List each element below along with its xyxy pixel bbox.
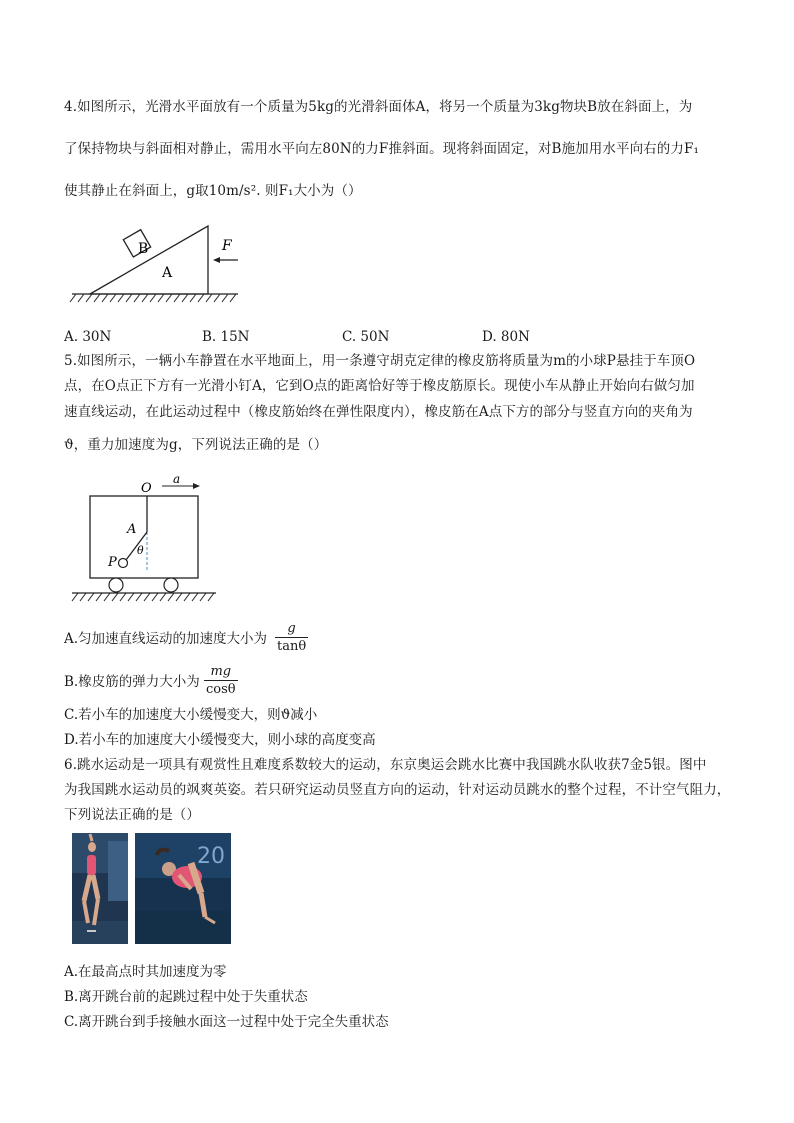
q6-line-2: 为我国跳水运动员的飒爽英姿。若只研究运动员竖直方向的运动，针对运动员跳水的整个过程，不计空气阻力， [64,782,731,798]
q4-label-f: F [222,238,232,254]
q5-option-b-denominator: cosθ [206,682,236,697]
fraction-bar [204,680,238,681]
q4-label-b: B [138,241,149,257]
q5-option-a-fraction [275,621,308,654]
q5-label-p: P [108,555,117,570]
q5-option-a-denominator: tanθ [277,639,307,654]
q5-option-b[interactable]: B.橡皮筋的弹力大小为 [64,674,200,690]
q6-line-1: 6.跳水运动是一项具有观赏性且难度系数较大的运动，东京奥运会跳水比赛中我国跳水队收获7金5银。图中 [64,757,707,773]
q4-incline-figure [70,224,240,306]
q6-line-3: 下列说法正确的是（） [64,807,200,823]
q4-line-1: 4.如图所示，光滑水平面放有一个质量为5kg的光滑斜面体A，将另一个质量为3kg物块B放在斜面上，为 [64,99,693,115]
q5-option-a[interactable]: A.匀加速直线运动的加速度大小为 [64,631,268,647]
q4-label-a: A [162,265,173,281]
q4-option-d[interactable]: D. 80N [482,329,530,345]
q5-label-acc: a [173,472,181,486]
q6-option-a[interactable]: A.在最高点时其加速度为零 [64,964,227,980]
q4-line-2: 了保持物块与斜面相对静止，需用水平向左80N的力F推斜面。现将斜面固定，对B施加用水平向右的力F₁ [64,141,699,157]
q5-line-4: ϑ，重力加速度为g，下列说法正确的是（） [64,437,328,453]
q6-option-b[interactable]: B.离开跳台前的起跳过程中处于失重状态 [64,989,308,1005]
q4-option-a[interactable]: A. 30N [64,329,112,345]
diver-photo-1 [72,833,128,944]
q5-cart-figure [70,474,220,606]
q4-option-c[interactable]: C. 50N [342,329,390,345]
q5-line-1: 5.如图所示，一辆小车静置在水平地面上，用一条遵守胡克定律的橡皮筋将质量为m的小球P悬挂于车顶O [64,353,696,369]
q5-option-b-fraction [204,664,238,697]
diver-photo-2 [135,833,231,944]
q6-option-c[interactable]: C.离开跳台到手接触水面这一过程中处于完全失重状态 [64,1014,389,1030]
scoreboard-number: 20 [197,844,225,869]
q5-option-c[interactable]: C.若小车的加速度大小缓慢变大，则ϑ减小 [64,707,318,723]
q5-option-b-numerator: mg [210,664,232,679]
q5-line-3: 速直线运动，在此运动过程中（橡皮筋始终在弹性限度内），橡皮筋在A点下方的部分与竖直方向的夹角为 [64,404,693,420]
q4-line-3: 使其静止在斜面上，g取10m/s². 则F₁大小为（） [64,183,362,199]
q5-line-2: 点，在O点正下方有一光滑小钉A，它到O点的距离恰好等于橡皮筋原长。现使小车从静止开始向右做匀加 [64,378,695,394]
q5-label-o: O [141,481,152,496]
q5-label-theta: θ [137,544,144,557]
q4-option-b[interactable]: B. 15N [202,329,250,345]
q5-option-a-numerator: g [287,621,296,636]
fraction-bar [275,637,308,638]
q5-label-a: A [127,522,137,537]
q5-option-d[interactable]: D.若小车的加速度大小缓慢变大，则小球的高度变高 [64,732,376,748]
